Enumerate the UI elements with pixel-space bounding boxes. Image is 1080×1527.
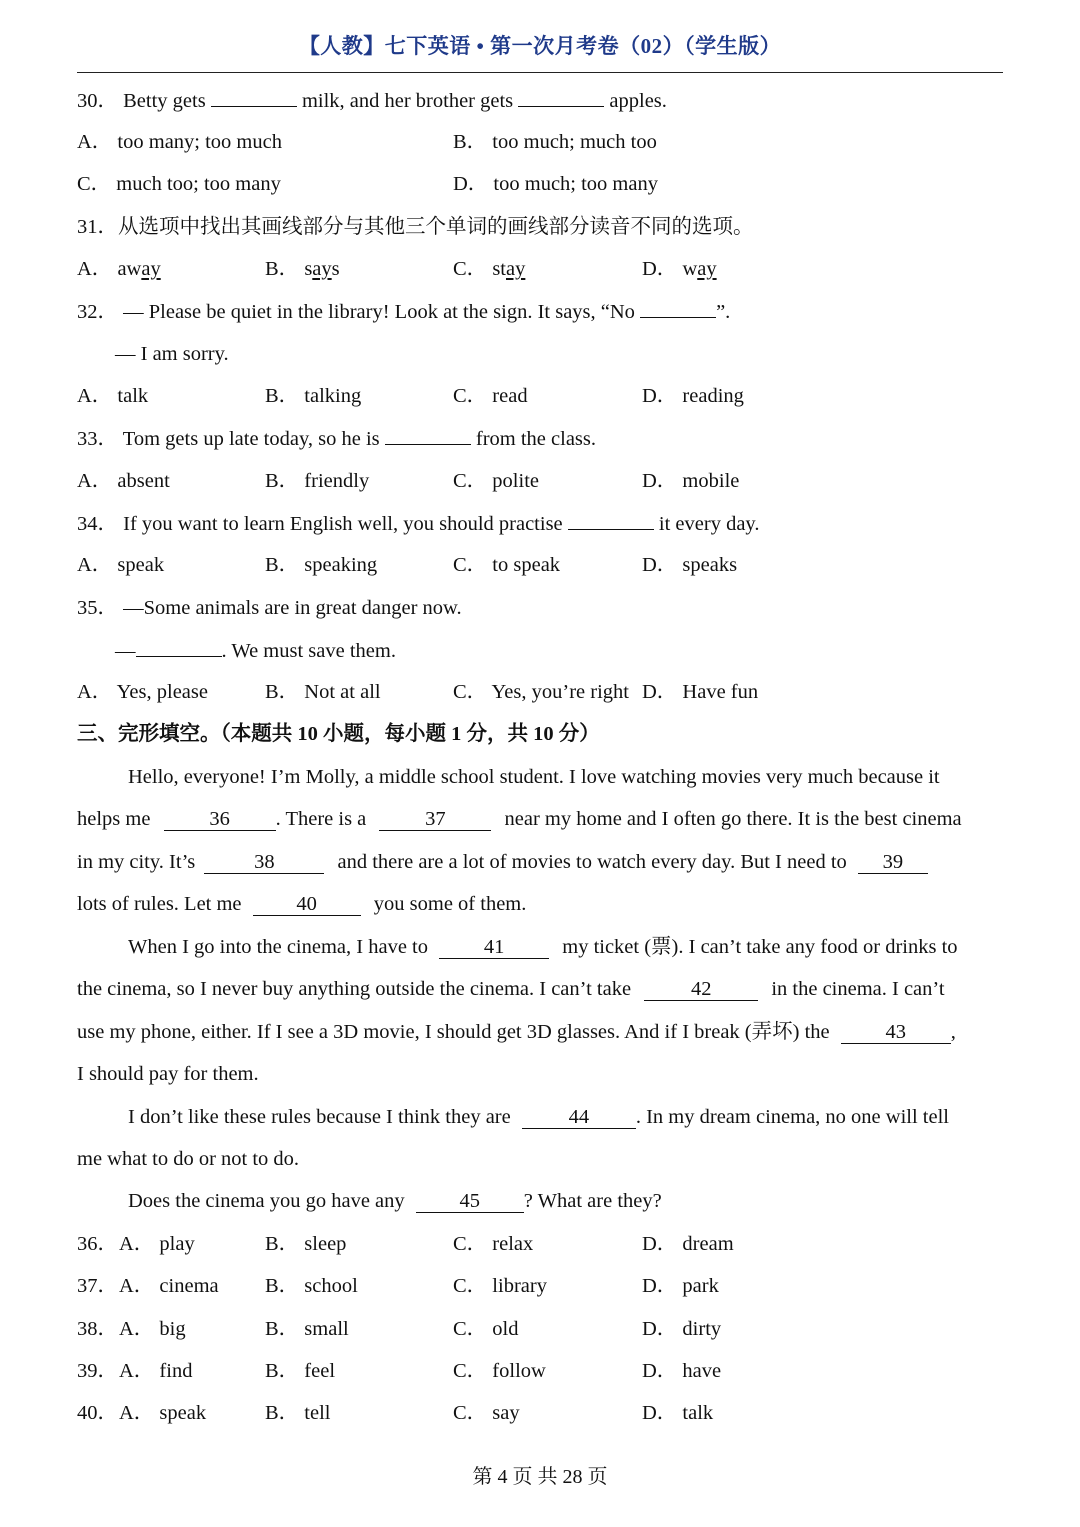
question-number: 33．: [77, 428, 118, 450]
option-d[interactable]: D． park: [642, 1275, 719, 1297]
cloze-blank-45[interactable]: 45: [416, 1190, 524, 1213]
option-a[interactable]: A． talk: [77, 385, 149, 407]
option-d[interactable]: D． way: [642, 258, 717, 280]
section-title: 三、完形填空。（本题共 10 小题，每小题 1 分，共 10 分）: [77, 723, 600, 745]
stem-text: apples.: [609, 90, 667, 112]
question-35-stem: [77, 596, 462, 620]
option-b[interactable]: B． tell: [265, 1402, 331, 1424]
option-d[interactable]: D． mobile: [642, 470, 740, 492]
answer-blank[interactable]: [568, 511, 654, 530]
stem-text: If you want to learn English well, you should practise: [123, 513, 563, 535]
passage-line: Hello, everyone! I’m Molly, a middle school student. I love watching movies very much because it: [128, 766, 940, 788]
question-34-stem: [77, 511, 759, 536]
option-b[interactable]: B． small: [265, 1318, 349, 1340]
answer-blank[interactable]: [385, 426, 471, 445]
cloze-blank-39[interactable]: 39: [858, 851, 928, 874]
stem-text: 从选项中找出其画线部分与其他三个单词的画线部分读音不同的选项。: [118, 216, 754, 238]
option-b[interactable]: B． school: [265, 1275, 358, 1297]
option-b[interactable]: B． feel: [265, 1360, 336, 1382]
passage-line: I don’t like these rules because I think they are 44 . In my dream cinema, no one will tell: [128, 1106, 949, 1128]
option-c[interactable]: C． read: [453, 385, 528, 407]
passage-line: Does the cinema you go have any 45 ? What are they?: [128, 1190, 662, 1212]
cloze-blank-38[interactable]: 38: [204, 851, 324, 874]
cloze-blank-41[interactable]: 41: [439, 936, 549, 959]
cloze-blank-44[interactable]: 44: [522, 1106, 636, 1129]
answer-blank[interactable]: [518, 88, 604, 107]
option-a[interactable]: A． speak: [119, 1402, 207, 1424]
option-b[interactable]: B． Not at all: [265, 681, 381, 703]
question-number: 34．: [77, 513, 118, 535]
passage-line: use my phone, either. If I see a 3D movie, I should get 3D glasses. And if I break (弄坏) the 43 ,: [77, 1021, 956, 1043]
option-d[interactable]: D． Have fun: [642, 681, 759, 703]
option-d[interactable]: D． dirty: [642, 1318, 722, 1340]
option-c[interactable]: C． polite: [453, 470, 539, 492]
stem-text: from the class.: [475, 428, 597, 450]
question-30-stem: [77, 88, 667, 113]
stem-text: Betty gets: [123, 90, 206, 112]
option-row-number: 39．: [77, 1360, 118, 1382]
question-32-reply: — I am sorry.: [115, 343, 229, 365]
question-33-stem: [77, 426, 596, 451]
option-d[interactable]: D． speaks: [642, 554, 738, 576]
cloze-blank-36[interactable]: 36: [164, 808, 276, 831]
passage-line: the cinema, so I never buy anything outside the cinema. I can’t take 42 in the cinema. I can’t: [77, 978, 945, 1000]
answer-blank[interactable]: [136, 638, 222, 657]
option-d[interactable]: D． talk: [642, 1402, 714, 1424]
question-31-stem: [77, 215, 754, 239]
passage-line: When I go into the cinema, I have to 41 my ticket (票). I can’t take any food or drinks to: [128, 936, 958, 958]
option-row-number: 38．: [77, 1318, 118, 1340]
underlined-letters: ay: [697, 258, 717, 280]
option-b[interactable]: B． talking: [265, 385, 362, 407]
underlined-letters: ay: [312, 258, 332, 280]
option-d[interactable]: D． have: [642, 1360, 722, 1382]
cloze-blank-43[interactable]: 43: [841, 1021, 951, 1044]
passage-line: helps me 36 . There is a 37 near my home and I often go there. It is the best cinema: [77, 808, 962, 830]
option-c[interactable]: C． much too; too many: [77, 173, 281, 195]
option-a[interactable]: A． Yes, please: [77, 681, 208, 703]
cloze-blank-37[interactable]: 37: [379, 808, 491, 831]
option-a[interactable]: A． too many; too much: [77, 131, 282, 153]
stem-text: — Please be quiet in the library! Look at the sign. It says, “No: [123, 301, 635, 323]
option-c[interactable]: C． to speak: [453, 554, 561, 576]
option-row-number: 37．: [77, 1275, 118, 1297]
option-b[interactable]: B． friendly: [265, 470, 370, 492]
option-d[interactable]: D． dream: [642, 1233, 734, 1255]
option-c[interactable]: C． follow: [453, 1360, 546, 1382]
option-a[interactable]: A． play: [119, 1233, 195, 1255]
stem-text: it every day.: [658, 513, 760, 535]
underlined-letters: ay: [506, 258, 526, 280]
option-a[interactable]: A． cinema: [119, 1275, 219, 1297]
option-row-number: 36．: [77, 1233, 118, 1255]
question-number: 32．: [77, 301, 118, 323]
passage-line: lots of rules. Let me 40 you some of them.: [77, 893, 527, 915]
underlined-letters: ay: [141, 258, 161, 280]
option-a[interactable]: A． absent: [77, 470, 170, 492]
stem-text: Tom gets up late today, so he is: [122, 428, 380, 450]
option-c[interactable]: C． stay: [453, 258, 526, 280]
stem-text: milk, and her brother gets: [301, 90, 514, 112]
stem-text: —Some animals are in great danger now.: [123, 597, 462, 619]
answer-blank[interactable]: [211, 88, 297, 107]
answer-blank[interactable]: [640, 299, 716, 318]
option-c[interactable]: C． old: [453, 1318, 519, 1340]
option-a[interactable]: A． speak: [77, 554, 165, 576]
option-d[interactable]: D． reading: [642, 385, 744, 407]
passage-line: in my city. It’s 38 and there are a lot of movies to watch every day. But I need to 39: [77, 850, 928, 874]
header-rule: [77, 72, 1003, 73]
option-b[interactable]: B． speaking: [265, 554, 378, 576]
option-b[interactable]: B． sleep: [265, 1233, 347, 1255]
passage-line: I should pay for them.: [77, 1063, 259, 1085]
option-row-number: 40．: [77, 1402, 118, 1424]
question-number: 31．: [77, 216, 118, 238]
cloze-blank-42[interactable]: 42: [644, 978, 758, 1001]
cloze-blank-40[interactable]: 40: [253, 893, 361, 916]
question-number: 35．: [77, 597, 118, 619]
question-32-stem: 32． — Please be quiet in the library! Look at the sign. It says, “No ”.: [77, 301, 731, 323]
page-footer: 第 4 页 共 28 页: [472, 1466, 608, 1488]
option-a[interactable]: A． away: [77, 258, 161, 280]
question-35-reply: — . We must save them.: [115, 640, 396, 662]
option-c[interactable]: C． Yes, you’re right: [453, 681, 629, 703]
option-c[interactable]: C． relax: [453, 1233, 534, 1255]
option-c[interactable]: C． library: [453, 1275, 547, 1297]
option-c[interactable]: C． say: [453, 1402, 520, 1424]
question-number: 30．: [77, 90, 118, 112]
option-b[interactable]: B． too much; much too: [453, 131, 657, 153]
page-header: 【人教】七下英语 • 第一次月考卷（02）（学生版）: [298, 34, 782, 58]
option-a[interactable]: A． big: [119, 1318, 186, 1340]
option-d[interactable]: D． too much; too many: [453, 173, 658, 195]
passage-line: me what to do or not to do.: [77, 1148, 300, 1170]
option-b[interactable]: B． says: [265, 258, 340, 280]
option-a[interactable]: A． find: [119, 1360, 193, 1382]
